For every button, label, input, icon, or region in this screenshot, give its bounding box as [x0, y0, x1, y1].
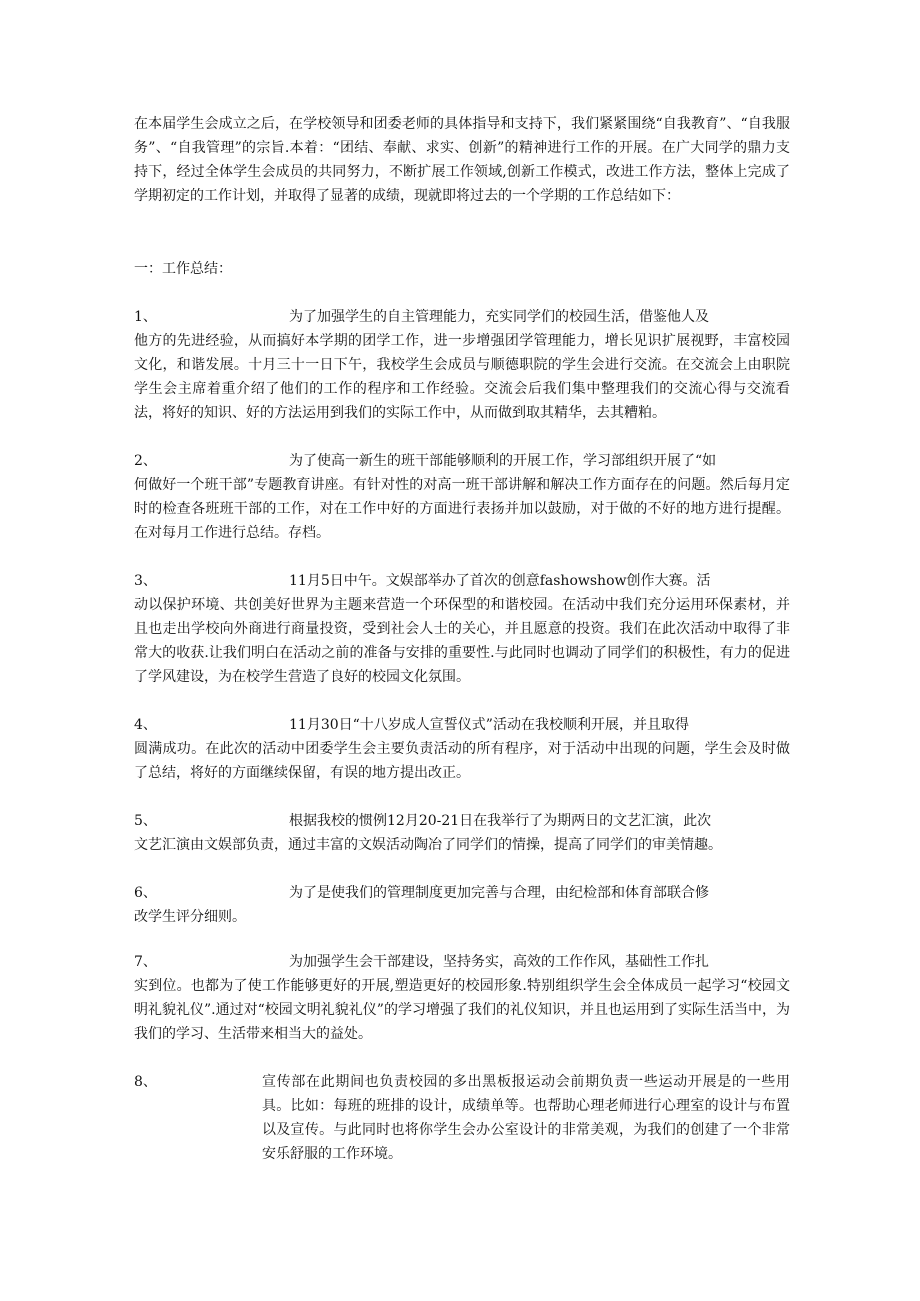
summary-item-3 — [134, 569, 790, 689]
summary-item-5 — [134, 809, 790, 857]
item-text: 何做好一个班干部”专题教育讲座。有针对性的对高一班干部讲解和解决工作方面存在的问题。然后每月定时的检查各班班干部的工作，对在工作中好的方面进行表扬并加以鼓励，对于做的不好的地方进行提醒。在对每月工作进行总结。存档。 — [134, 477, 790, 541]
section-heading: 一：工作总结： — [134, 261, 232, 277]
item-number: 8、 — [134, 1074, 157, 1090]
item-number: 6、 — [134, 885, 157, 901]
item-text: 改学生评分细则。 — [134, 909, 246, 925]
item-number: 7、 — [134, 954, 157, 970]
summary-item-2 — [134, 449, 790, 545]
item-first-line: 11月5日中午。文娱部举办了首次的创意fashowshow创作大赛。活 — [289, 573, 711, 589]
item-text: 他方的先进经验，从而搞好本学期的团学工作，进一步增强团学管理能力，增长见识扩展视野，丰富校园文化，和谐发展。十月三十一日下午，我校学生会成员与顺德职院的学生会进行交流。在交流会上由职院学生会主席着重介绍了他们的工作的程序和工作经验。交流会后我们集中整理我们的交流心得与交流看法，将好的知识、好的方法运用到我们的实际工作中，从而做到取其精华，去其糟粕。 — [134, 333, 790, 421]
item-number: 2、 — [134, 453, 157, 469]
item-text: 动以保护环境、共创美好世界为主题来营造一个环保型的和谐校园。在活动中我们充分运用环保素材，并且也走出学校向外商进行商量投资，受到社会人士的关心，并且愿意的投资。我们在此次活动中取得了非常大的收获.让我们明白在活动之前的准备与安排的重要性.与此同时也调动了同学们的积极性，有力的促进了学风建设，为在校学生营造了良好的校园文化氛围。 — [134, 597, 790, 685]
item-first-line: 为了加强学生的自主管理能力，充实同学们的校园生活，借鉴他人及 — [289, 309, 709, 325]
item-first-line: 根据我校的惯例12月20-21日在我举行了为期两日的文艺汇演，此次 — [289, 813, 712, 829]
item-number: 4、 — [134, 717, 157, 733]
item-first-line: 为加强学生会干部建设，坚持务实，高效的工作作风，基础性工作扎 — [289, 954, 709, 970]
summary-item-6 — [134, 881, 790, 929]
item-first-line: 为了使高一新生的班干部能够顺利的开展工作，学习部组织开展了“如 — [289, 453, 717, 469]
item-number: 3、 — [134, 573, 157, 589]
item-first-line: 为了是使我们的管理制度更加完善与合理，由纪检部和体育部联合修 — [289, 885, 709, 901]
item-number: 5、 — [134, 813, 157, 829]
item-text: 文艺汇演由文娱部负责，通过丰富的文娱活动陶冶了同学们的情操，提高了同学们的审美情趣。 — [134, 837, 722, 853]
item-number: 1、 — [134, 309, 157, 325]
summary-item-1 — [134, 305, 790, 425]
item-text: 圆满成功。在此次的活动中团委学生会主要负责活动的所有程序，对于活动中出现的问题，学生会及时做了总结，将好的方面继续保留，有误的地方提出改正。 — [134, 741, 790, 781]
intro-paragraph: 在本届学生会成立之后，在学校领导和团委老师的具体指导和支持下，我们紧紧围绕“自我教育”、“自我服务”、“自我管理”的宗旨.本着：“团结、奉献、求实、创新”的精神进行工作的开展。在广大同学的鼎力支持下，经过全体学生会成员的共同努力，不断扩展工作领域,创新工作模式，改进工作方法，整体上完成了学期初定的工作计划，并取得了显著的成绩，现就即将过去的一个学期的工作总结如下： — [134, 116, 790, 204]
item-first-line: 11月30日“十八岁成人宣誓仪式”活动在我校顺利开展，并且取得 — [289, 717, 689, 733]
item-text: 宣传部在此期间也负责校园的多出黑板报运动会前期负责一些运动开展是的一些用具。比如：每班的班排的设计，成绩单等。也帮助心理老师进行心理室的设计与布置以及宣传。与此同时也将你学生会办公室设计的非常美观，为我们的创建了一个非常安乐舒服的工作环境。 — [262, 1074, 790, 1162]
summary-item-4 — [134, 713, 790, 785]
item-text: 实到位。也都为了使工作能够更好的开展,塑造更好的校园形象.特别组织学生会全体成员一起学习“校园文明礼貌礼仪”.通过对“校园文明礼貌礼仪”的学习增强了我们的礼仪知识，并且也运用到了实际生活当中，为我们的学习、生活带来相当大的益处。 — [134, 978, 790, 1042]
summary-item-7 — [134, 950, 790, 1046]
